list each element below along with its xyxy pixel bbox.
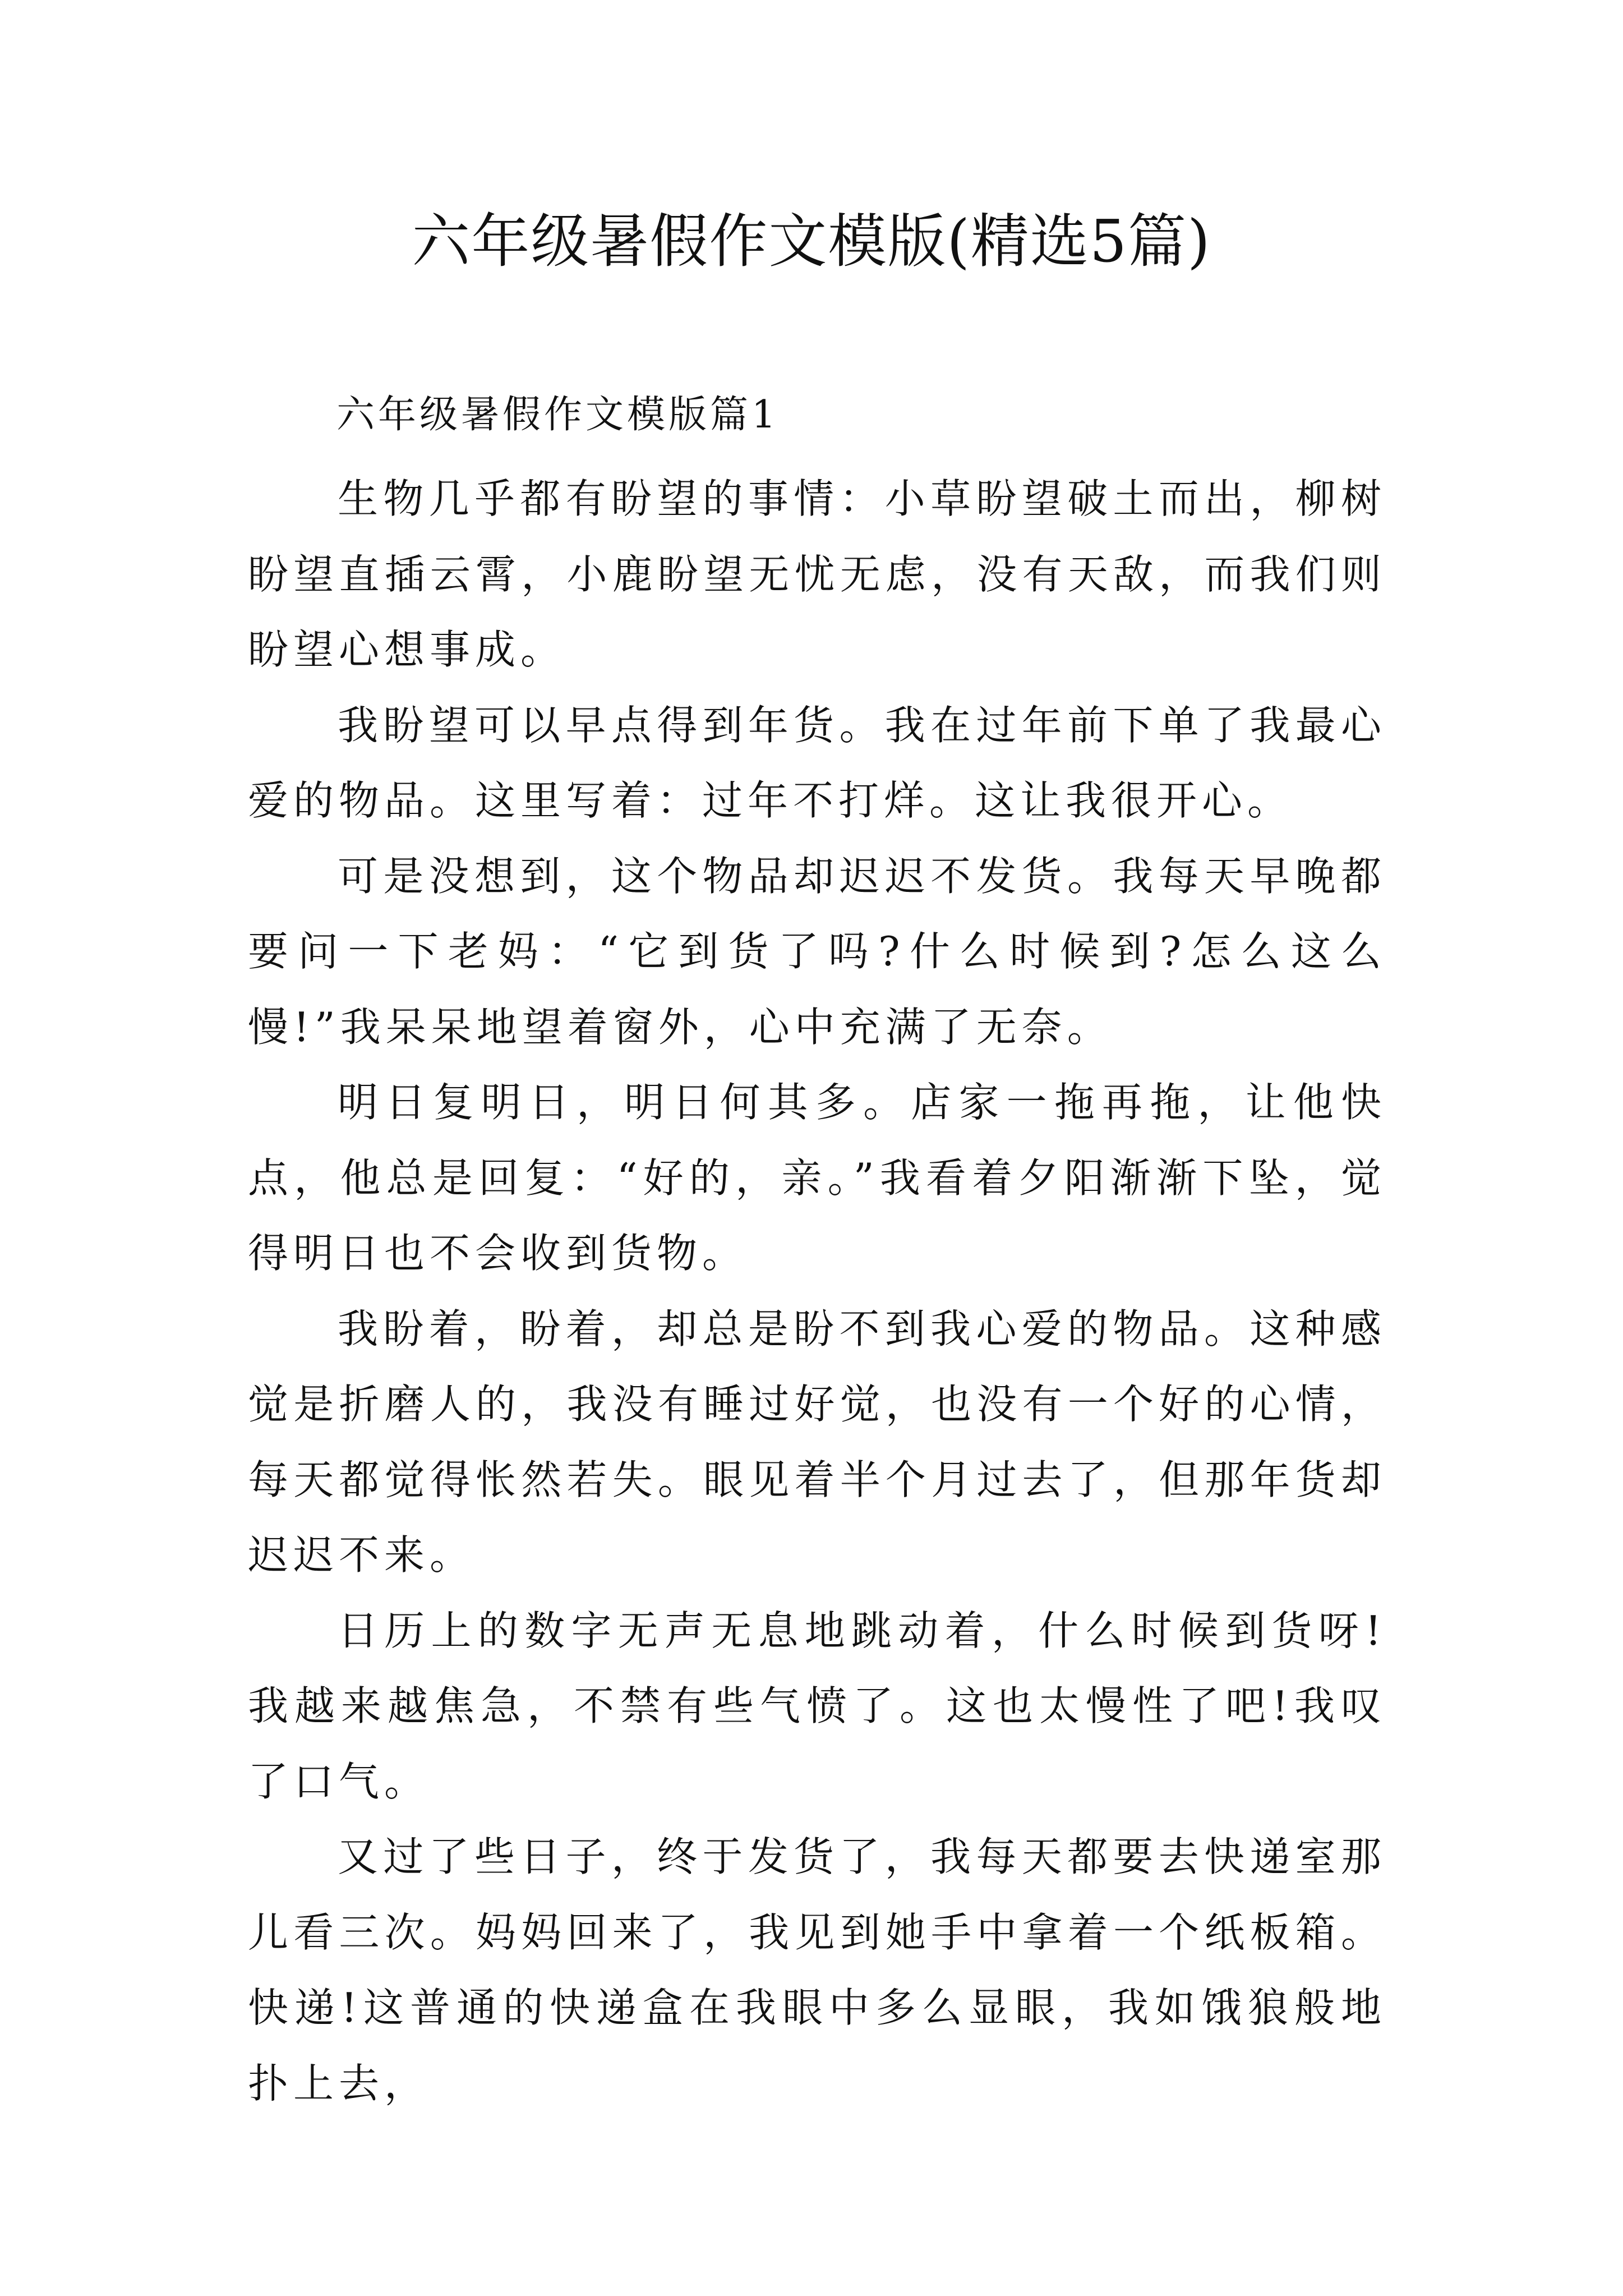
paragraph: 我盼望可以早点得到年货。我在过年前下单了我最心爱的物品。这里写着：过年不打烊。这让我很开心。: [248, 701, 1386, 824]
paragraph: 明日复明日，明日何其多。店家一拖再拖，让他快点，他总是回复：“好的，亲。”我看着夕阳渐渐下坠，觉得明日也不会收到货物。: [248, 1079, 1386, 1277]
article-body: [248, 461, 1386, 2121]
paragraph: 又过了些日子，终于发货了，我每天都要去快递室那儿看三次。妈妈回来了，我见到她手中拿着一个纸板箱。快递!这普通的快递盒在我眼中多么显眼，我如饿狼般地扑上去，: [248, 1833, 1386, 2107]
paragraph: 可是没想到，这个物品却迟迟不发货。我每天早晚都要问一下老妈：“它到货了吗?什么时候到?怎么这么慢!”我呆呆地望着窗外，心中充满了无奈。: [248, 852, 1386, 1051]
paragraph: 日历上的数字无声无息地跳动着，什么时候到货呀!我越来越焦急，不禁有些气愤了。这也太慢性了吧!我叹了口气。: [248, 1607, 1386, 1805]
paragraph: 生物几乎都有盼望的事情：小草盼望破土而出，柳树盼望直插云霄，小鹿盼望无忧无虑，没有天敌，而我们则盼望心想事成。: [248, 475, 1386, 673]
section-heading: 六年级暑假作文模版篇1: [336, 393, 780, 437]
document-title: 六年级暑假作文模版(精选5篇): [412, 207, 1211, 275]
paragraph: 我盼着，盼着，却总是盼不到我心爱的物品。这种感觉是折磨人的，我没有睡过好觉，也没有一个好的心情，每天都觉得怅然若失。眼见着半个月过去了，但那年货却迟迟不来。: [248, 1305, 1386, 1579]
